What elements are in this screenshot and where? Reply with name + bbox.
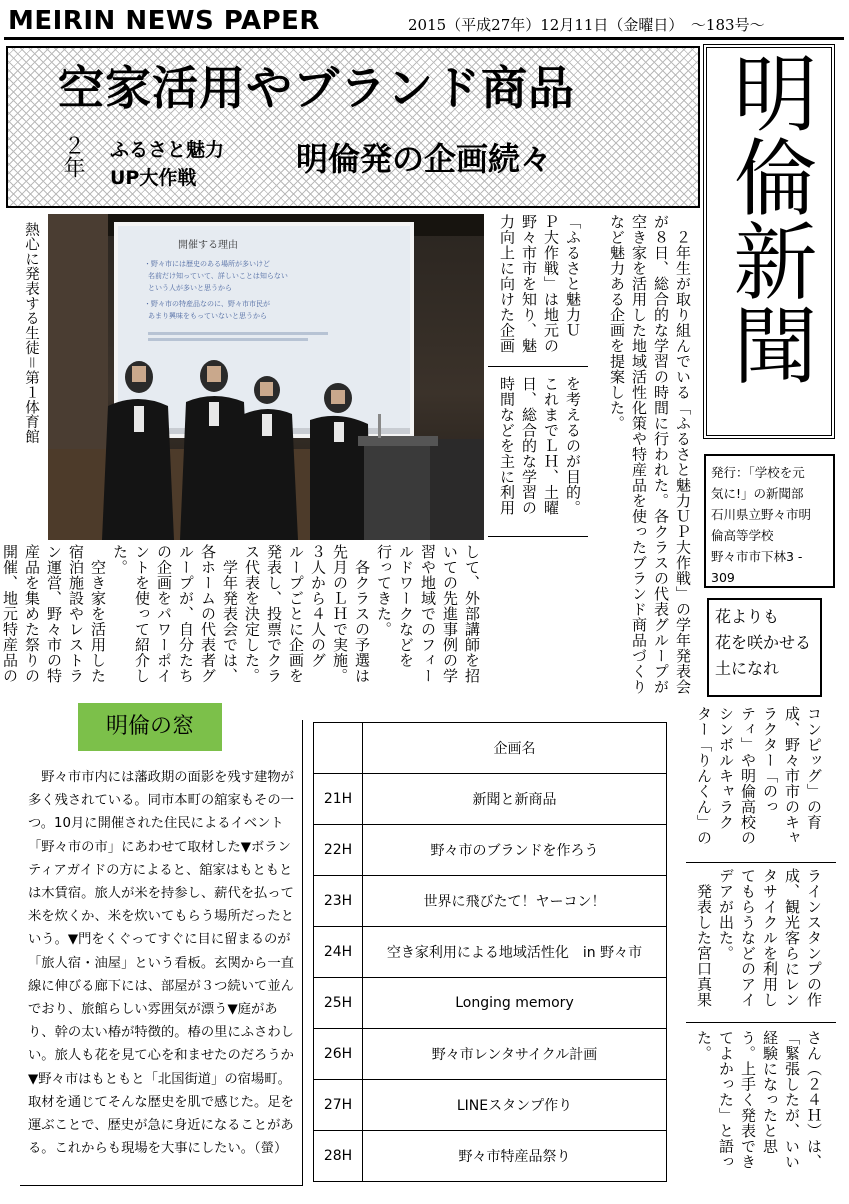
table-row	[314, 876, 667, 927]
motto-box	[707, 598, 822, 697]
table-header-cell	[314, 723, 363, 774]
table-row	[314, 978, 667, 1029]
publisher-line: 倫高等学校	[711, 528, 774, 543]
publisher-line: 石川県立野々市明	[711, 507, 812, 522]
table-row	[314, 1131, 667, 1182]
article-column-3-mid: ラインスタンプの作 成、観光客らにレン タサイクルを利用し てもらうなどのアイ デアが出た。 発表した宮口真果	[695, 868, 823, 1008]
headline-main: 空家活用やブランド商品	[58, 61, 575, 115]
table-row	[314, 774, 667, 825]
publisher-line: 発行：「学校を元	[711, 465, 805, 480]
homeroom-cell: 23H	[314, 876, 363, 927]
table-row	[314, 927, 667, 978]
slide-line: ・野々市には歴史のある場所が多いけど	[144, 260, 270, 268]
homeroom-cell: 26H	[314, 1029, 363, 1080]
headline-grade: ２年	[60, 134, 85, 178]
table-row	[314, 825, 667, 876]
window-column-title: 明倫の窓	[78, 703, 222, 751]
plan-name-cell: Longing memory	[363, 978, 667, 1029]
article-column-3-bottom: さん（２４Ｈ）は、 「緊張したが、いい 経験になったと思 う。上手く発表でき てよかった」と語っ た。	[695, 1030, 823, 1170]
presentation-photo	[48, 214, 484, 540]
table-header-cell: 企画名	[363, 723, 667, 774]
article-column-1-bottom: を考えるのが目的。 これまでＬＨ、土曜 日、総合的な学習の 時間などを主に利用	[498, 376, 582, 516]
homeroom-cell: 27H	[314, 1080, 363, 1131]
table-row	[314, 1080, 667, 1131]
publisher-box	[704, 454, 835, 588]
slide-line: ・野々市の特産品なのに、野々市市民が	[144, 300, 270, 308]
article-column-1-top: 「ふるさと魅力Ｕ Ｐ大作戦」は地元の 野々市市を知り、魅 力向上に向けた企画	[498, 214, 582, 354]
motto-line: 花を咲かせる	[715, 633, 812, 652]
plan-name-cell: 野々市レンタサイクル計画	[363, 1029, 667, 1080]
article-lead: ２年生が取り組んでいる「ふるさと魅力ＵＰ大作戦」の学年発表会 が８日、総合的な学習の時間に行われた。各クラスの代表グループが 空き家を活用した地域活性化策や特産品を使ったブランド商品づくり など魅力ある企画を提案した。	[608, 214, 692, 695]
column-rule	[488, 536, 588, 537]
plan-name-cell: LINEスタンプ作り	[363, 1080, 667, 1131]
column-rule	[686, 862, 836, 863]
plan-name-cell: 新聞と新商品	[363, 774, 667, 825]
table-row	[314, 1029, 667, 1080]
motto-line: 土になれ	[715, 659, 780, 678]
slide-title: 開催する理由	[178, 240, 238, 251]
slide-line: という人が多いと思うから	[148, 284, 232, 292]
photo-caption: 熱心に発表する生徒＝第１体育館	[23, 222, 39, 444]
title-text: 明倫新聞	[720, 50, 818, 386]
homeroom-cell: 22H	[314, 825, 363, 876]
slide-line: あまり興味をもっていないと思うから	[148, 312, 267, 320]
publisher-line: 309	[711, 570, 735, 585]
article-column-3-top: コンピッグ」の育 成、野々市市のキャ ラクター「のっ ティ」や明倫高校の シンボルキャラク ター「りんくん」の	[695, 706, 823, 846]
masthead-date: 2015（平成27年）12月11日（金曜日） ～183号～	[408, 16, 765, 34]
publisher-line: 野々市市下林3 -	[711, 549, 803, 564]
column-rule	[686, 1022, 836, 1023]
plan-name-cell: 野々市のブランドを作ろう	[363, 825, 667, 876]
homeroom-cell: 24H	[314, 927, 363, 978]
headline-sub: 明倫発の企画続々	[296, 140, 553, 178]
plan-name-cell: 世界に飛びたて！ヤーコン！	[363, 876, 667, 927]
plan-table	[313, 722, 667, 1182]
column-rule	[488, 366, 588, 367]
masthead-name: MEIRIN NEWS PAPER	[8, 6, 320, 36]
slide-line: 名前だけ知っていて、詳しいことは知らない	[148, 272, 288, 280]
window-column-text: 野々市市内には藩政期の面影を残す建物が多く残されている。同市本町の舘家もその一つ。10月に開催された住民によるイベント「野々市の市」にあわせて取材した▼ボランティアガイドの方によると、舘家はもともとは木賃宿。旅人が米を持参し、薪代を払って米を炊くか、米を炊いてもらう場所だったという。▼門をくぐってすぐに目に留まるのが「旅人宿・油屋」という看板。玄関から一直線に伸びる廊下には、部屋が３つ続いて並んでおり、旅館らしい雰囲気が漂う▼庭があり、幹の太い椿が特徴的。椿の里にふさわしい。旅人も花を見て心を和ませたのだろうか▼野々市はもともと「北国街道」の宿場町。取材を通じてそんな歴史を肌で感じた。足を運ぶことで、歴史が急に身近になることがある。これからも現場を大事にしたい。（螢）	[28, 770, 294, 1157]
motto-line: 花よりも	[715, 607, 780, 626]
headline-kicker: ふるさと魅力 UP大作戦	[110, 139, 225, 189]
masthead-rule	[4, 37, 844, 40]
homeroom-cell: 28H	[314, 1131, 363, 1182]
table-header-row	[314, 723, 667, 774]
plan-name-cell: 野々市特産品祭り	[363, 1131, 667, 1182]
publisher-line: 気に!」の新聞部	[711, 486, 804, 501]
homeroom-cell: 25H	[314, 978, 363, 1029]
plan-name-cell: 空き家利用による地域活性化 in 野々市	[363, 927, 667, 978]
article-column-2: して、外部講師を招 いての先進事例の学 習や地域でのフィー ルドワークなどを 行ってきた。 各クラスの予選は 先月のＬＨで実施。 ３人から４人のグ ループごとに企画を 発表し、投票でクラ ス代表を決定した。 学年発表会では、 各ホームの代表者グ ループが、自分たち の企画をパワーポイ ントを使って紹介し た。 空き家を活用した 宿泊施設やレストラ ン運営、野々市の特 産品を集めた祭りの 開催、地元特産品の	[1, 544, 481, 684]
homeroom-cell: 21H	[314, 774, 363, 825]
